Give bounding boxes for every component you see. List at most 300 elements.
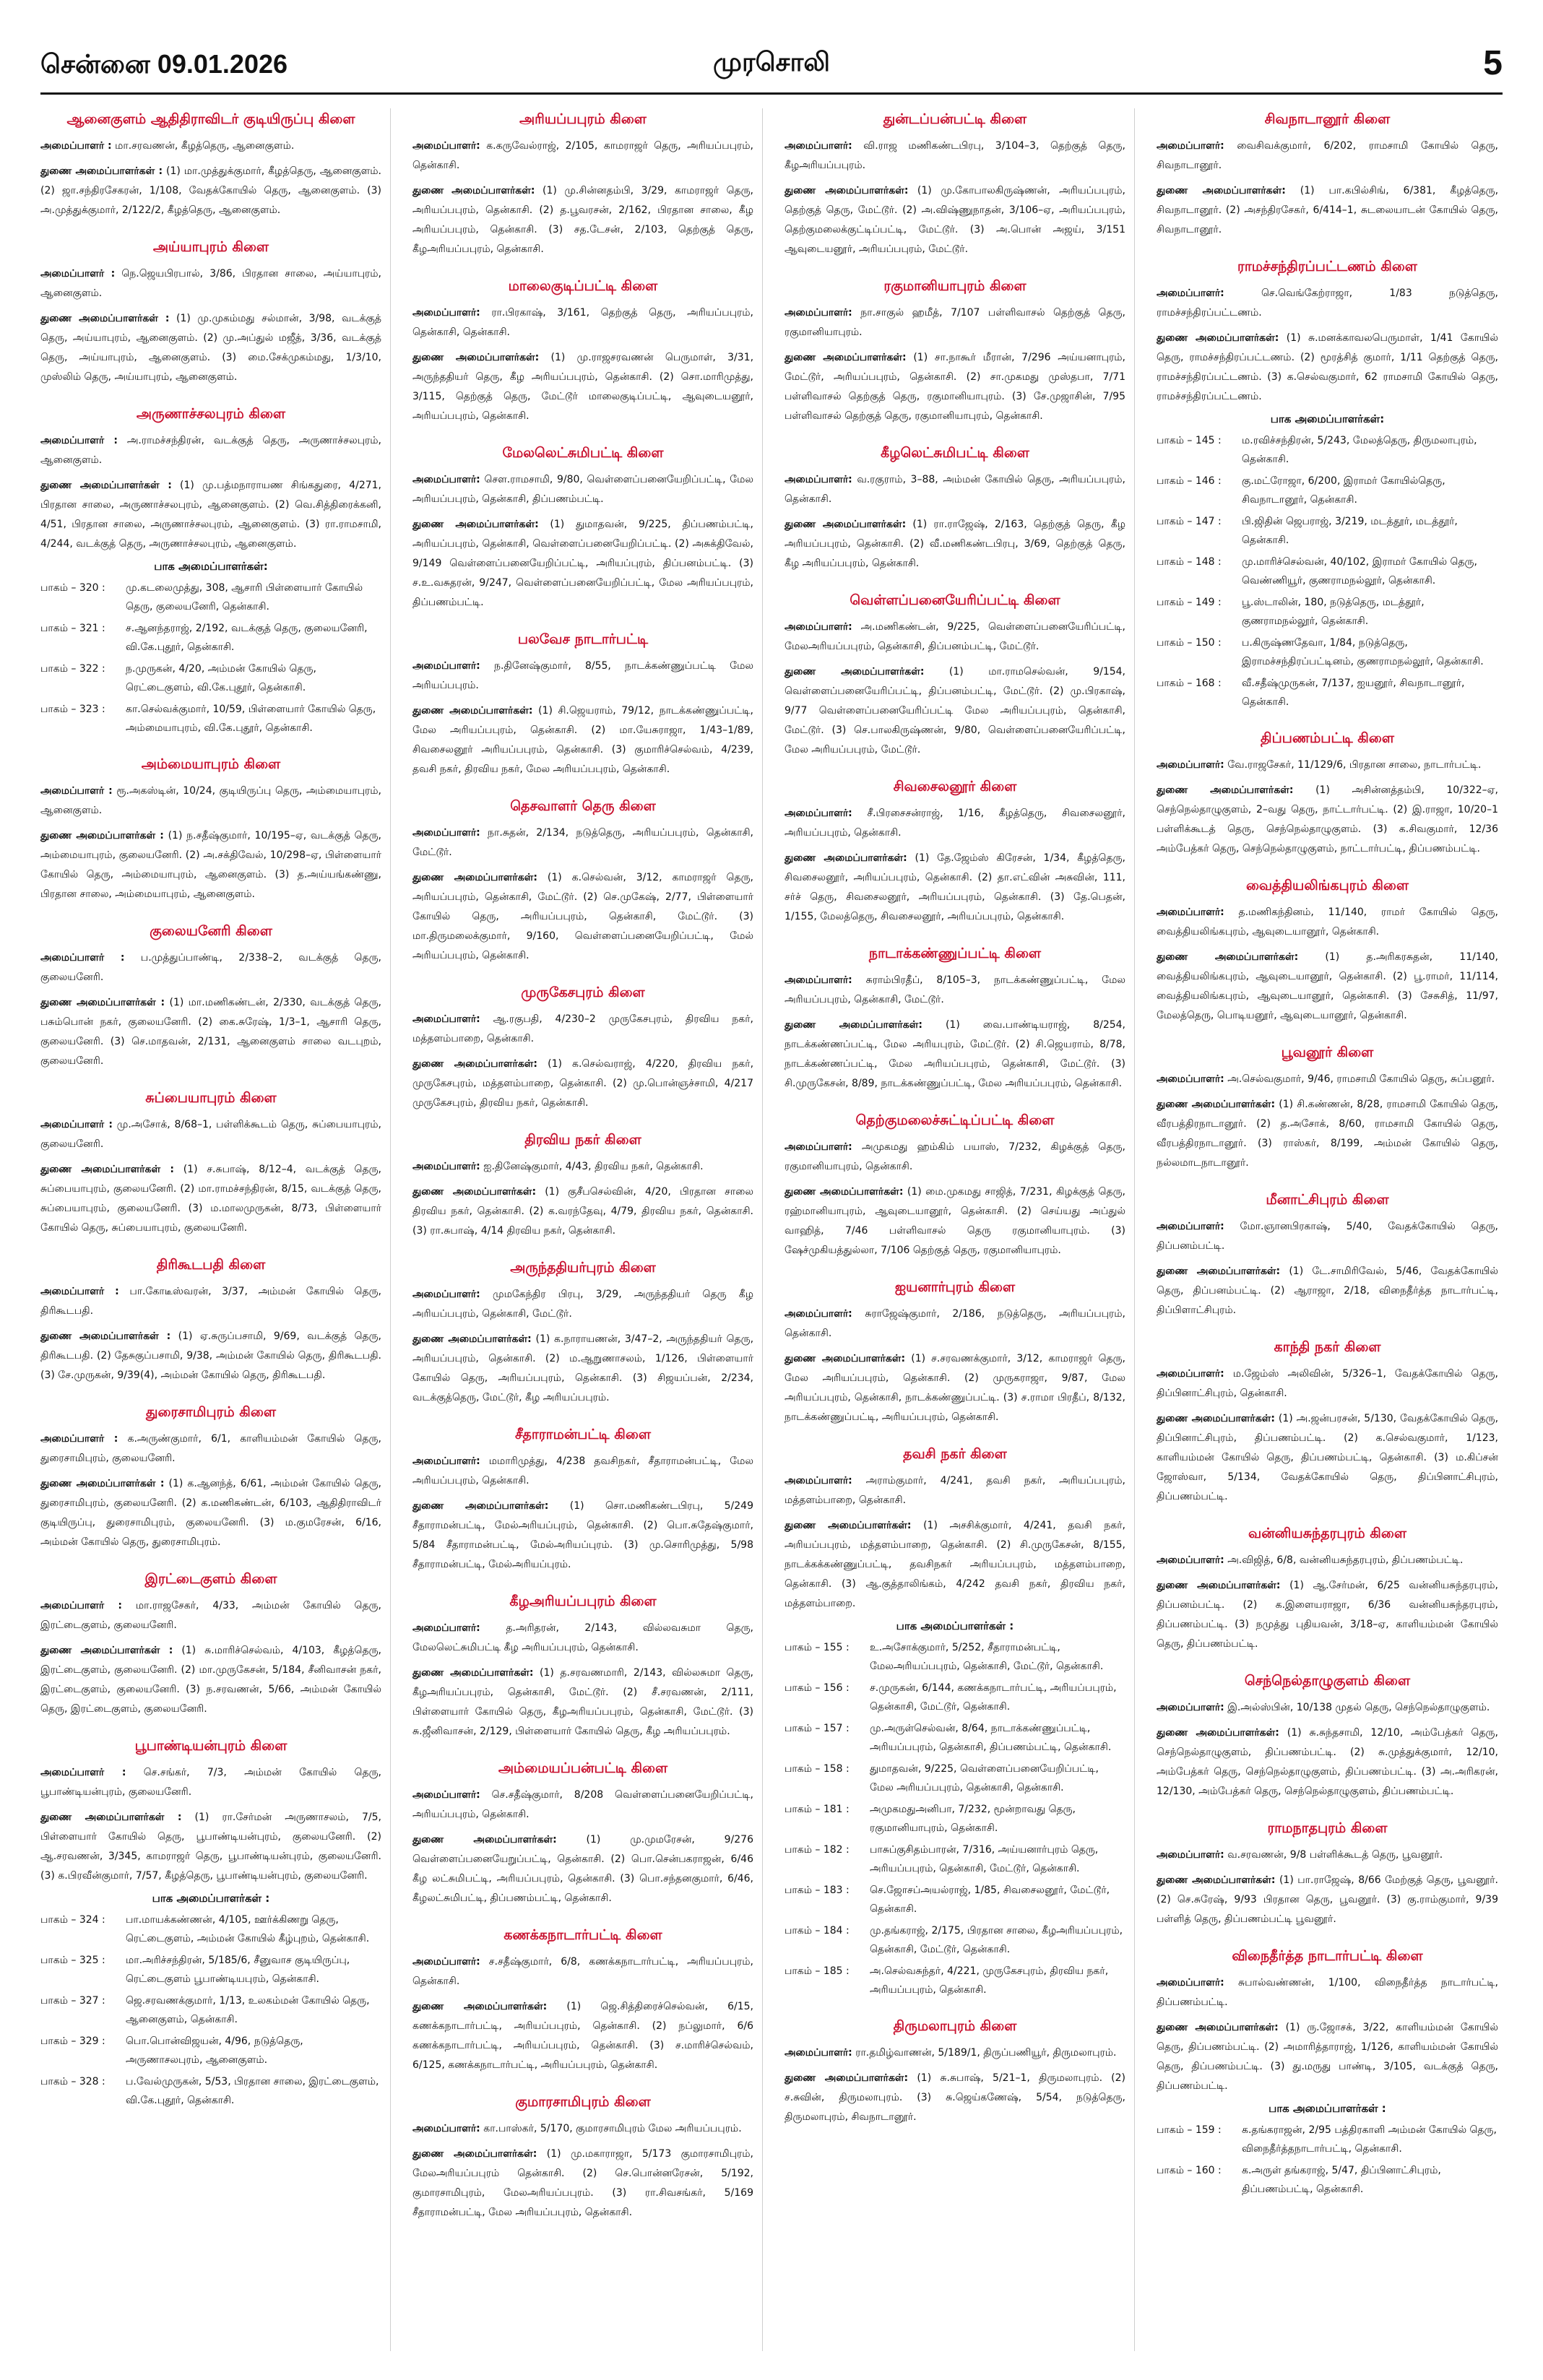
branch-block [40,1257,381,1385]
paga-number: பாகம் – 145 : [1157,435,1222,446]
paga-text: ச.ஆனந்தராஜ், 2/192, வடக்குத் தெரு, குலையனேரி, வி.கே.புதூர், தென்காசி. [126,623,368,653]
assistants-text: (1) சொ.மணிகண்டபிரபு, 5/249 சீதாராமன்பட்டி, மேல்அரியப்புரம், தென்காசி. (2) பொ.சுதேஷ்குமார், 5/84 சீதாராமன்பட்டி, மேல்அரியப்புரம். (3) மு.சொரிமுத்து, 5/98 சீதாராமன்பட்டி, மேல்அரியப்புரம். [412,1500,753,1570]
organizer-label: அமைப்பாளர்: [412,1622,480,1634]
assistants-text: (1) பா.ராஜேஷ், 8/66 மேற்குத் தெரு, பூவனூர். (2) செ.சுரேஷ், 9/93 பிரதான தெரு, பூவனூர். (3) கு.ராம்குமார், 9/39 பள்ளித் தெரு, திப்பணம்பட்டி பூவனூர். [1157,1874,1499,1925]
branch-heading: நாடாக்கண்ணுப்பட்டி கிளை [868,945,1042,961]
organizer-line [1157,903,1498,942]
assistants-label: துணை அமைப்பாளர்கள்: [412,352,540,363]
paga-number: பாகம் – 160 : [1157,2165,1222,2176]
paga-row [1157,553,1498,590]
organizer-text: ரா.தமிழ்வாணன், 5/189/1, திருப்பணியூர், திருமலாபுரம். [855,2047,1117,2059]
organizer-label: அமைப்பாளர்: [785,621,852,633]
organizer-text: நா.சாகுல் ஹமீத், 7/107 பள்ளிவாசல் தெற்குத் தெரு, ரகுமானியாபுரம். [785,307,1125,338]
assistants-text: (1) மு.கோபாலகிருஷ்ணன், அரியப்பபுரம், தெற்குத் தெரு, மேட்டூர். (2) அ.விஷ்ணுநாதன், 3/106–ஏ, அரியப்பபுரம், தெற்குமலைக்குட்டிப்பட்டி, மேட்டூர். (3) அ.பொன் அஜய், 3/151 ஆவுடையனூர், அரியப்பபுரம், மேட்டூர். [785,185,1125,255]
branch-block [785,2018,1125,2127]
organizer-text: மா.சரவணன், கீழத்தெரு, ஆனைகுளம். [115,140,295,152]
organizer-text: முமகேந்திர பிரபு, 3/29, அருந்ததியர் தெரு கீழ அரியப்பபுரம், தென்காசி, மேட்டூர். [412,1289,753,1320]
organizer-label: அமைப்பாளர் : [40,785,113,797]
assistants-line [40,162,381,220]
branch-block [785,1112,1125,1260]
branch-block [40,756,381,904]
branch-heading: சிவநாடானூர் கிளை [1264,111,1391,127]
assistants-line [40,476,381,554]
organizer-label: அமைப்பாளர்: [785,1475,852,1487]
assistants-line [412,701,753,779]
organizer-label: அமைப்பாளர்: [1157,1073,1224,1085]
branch-heading: சிவசைலனூர் கிளை [893,779,1017,795]
paga-text: கா.செல்வக்குமார், 10/59, பிள்ளையார் கோயில் தெரு, அம்மையாபுரம், வி.கே.புதூர், தென்காசி. [126,704,376,734]
assistants-text: (1) ந.சதீஷ்குமார், 10/195–ஏ, வடக்குத் தெரு, அம்மையாபுரம், குலையனேரி. (2) அ.சக்திவேல், 10/298–ஏ, பிள்ளையார் கோயில் தெரு, அம்மையாபுரம், ஆனைகுளம். (3) த.அய்யங்கண்ணு, பிரதான சாலை, அம்மையாபுரம், ஆனைகுளம். [40,830,382,900]
assistants-text: (1) மு.முமரேசன், 9/276 வெள்ளைப்பனையேறுப்பட்டி, தென்காசி. (2) பொ.சென்பகராஜன், 6/46 கீழ லட்சுமிபட்டி, அரியப்பபுரம், தென்காசி. (3) பொ.சந்தனகுமார், 6/46, கீழலட்சுமிபட்டி, திப்பணம்பட்டி, தென்காசி. [412,1834,753,1904]
paga-text: க.அருள் தங்கராஜ், 5/47, திப்பினாட்சிபுரம், திப்பணம்பட்டி, தென்காசி. [1242,2165,1441,2195]
branch-block [412,1593,753,1741]
branch-heading: ரகுமானியாபுரம் கிளை [883,278,1026,294]
organizer-label: அமைப்பாளர் : [40,1119,113,1130]
organizer-text: அ.விஜித், 6/8, வன்னியசுந்தரபுரம், திப்பணம்பட்டி. [1227,1554,1464,1566]
organizer-line [412,1285,753,1324]
organizer-line [412,303,753,342]
assistants-line [1157,1871,1498,1929]
branch-block [412,1427,753,1575]
branch-block [412,631,753,779]
assistants-label: துணை அமைப்பாளர்கள்: [785,352,907,363]
organizer-line [1157,1551,1498,1570]
branch-heading: திரவிய நகர் கிளை [524,1132,641,1148]
paga-number: பாகம் – 156 : [785,1682,850,1694]
paga-text: துமாதவன், 9/225, வெள்ளைப்பனையேறிப்பட்டி, மேல அரியப்பபுரம், தென்காசி, தென்காசி. [870,1763,1099,1793]
paga-number: பாகம் – 150 : [1157,637,1222,649]
branch-heading: ராமச்சந்திரப்பட்டணம் கிளை [1237,259,1417,274]
assistants-text: (1) குசீபசெல்வின், 4/20, பிரதான சாலை திரவிய நகர், தென்காசி. (2) க.வரந்தேவு, 4/79, திரவிய நகர், தென்காசி. (3) ரா.சுபாஷ், 4/14 திரவிய நகர், தென்காசி. [412,1186,754,1237]
organizer-label: அமைப்பாளர்: [785,2047,852,2059]
organizer-label: அமைப்பாளர் : [40,1767,126,1778]
paga-number: பாகம் – 168 : [1157,678,1222,689]
paga-text: கு.மட்ரோஜா, 6/200, இராமர் கோயில்தெரு, சிவநாடானூர், தென்காசி. [1242,475,1445,506]
column-2 [412,108,763,2351]
paga-row [40,1951,381,1989]
assistants-line [412,2145,753,2223]
paga-number: பாகம் – 321 : [40,623,105,634]
assistants-label: துணை அமைப்பாளர்கள்: [412,1500,549,1512]
organizer-line [40,1596,381,1635]
column-4 [1157,108,1503,2351]
branch-heading: குமாரசாமிபுரம் கிளை [515,2094,651,2110]
assistants-text: (1) மு.முகம்மது சல்மான், 3/98, வடக்குத் தெரு, அய்யாபுரம், ஆனைகுளம். (2) மு.அப்துல் மஜீத், 3/36, வடக்குத் தெரு, அய்யாபுரம், ஆனைகுளம். (3) மை.சேக்முகம்மது, 1/3/10, முஸ்லிம் தெரு, அய்யாபுரம், ஆனைகுளம். [40,313,382,383]
masthead [40,43,1503,87]
paga-number: பாகம் – 323 : [40,704,105,715]
assistants-line [1157,781,1498,859]
assistants-line [40,1474,381,1552]
assistants-text: (1) மா.ராமசெல்வன், 9/154, வெள்ளைப்பனையேரிப்பட்டி, திப்பனம்பட்டி, மேட்டூர். (2) மு.பிரகாஷ், 9/77 வெள்ளைப்பனையேரிப்பட்டி மேல அரியப்பபுரம், தென்காசி, மேட்டூர். (3) செ.பாலகிருஷ்ணன், 9/80, வெள்ளைப்பனையேரிப்பட்டி, மேல அரியப்பபுரம், மேட்டூர். [785,666,1126,756]
organizer-label: அமைப்பாளர்: [412,1289,480,1300]
organizer-line [40,1429,381,1468]
assistants-line [40,1160,381,1238]
organizer-text: செ.சங்கர், 7/3, அம்மன் கோயில் தெரு, பூபாண்டியன்புரம், குலையனேரி. [40,1767,381,1798]
paga-number: பாகம் – 325 : [40,1955,105,1966]
assistants-text: (1) த.அரிகரசுதன், 11/140, வைத்தியலிங்கபுரம், ஆவுடையானூர், தென்காசி. (2) பூ.ராமர், 11/114, வைத்தியலிங்கபுரம், ஆவுடையானூர், தென்காசி. (3) சேசுசித், 11/97, மேலத்தெரு, பொடியனூர், ஆவுடையானூர், தென்காசி. [1157,951,1498,1021]
assistants-line [412,1182,753,1241]
assistants-line [785,849,1125,927]
paga-text: ம.ரவிச்சந்திரன், 5/243, மேலத்தெரு, திருமலாபுரம், தென்காசி. [1242,435,1477,465]
branch-block [412,111,753,259]
organizer-text: மா.ராஜசேகர், 4/33, அம்மன் கோயில் தெரு, இரட்டைகுளம், குலையனேரி. [40,1600,381,1631]
branch-block [785,111,1125,259]
paga-list-title: பாக அமைப்பாளர்கள் : [1268,2102,1386,2115]
paper-name: முரசொலி [713,48,830,77]
assistants-text: (1) சி.கண்ணன், 8/28, ராமசாமி கோயில் தெரு, வீரபத்திரநாடானூர். (2) த.அசோக், 8/60, ராமசாமி கோயில் தெரு, வீரபத்திரநாடானூர். (3) ராஸ்கர், 8/199, அம்மன் கோயில் தெரு, நல்லமாடநாடானூர். [1157,1099,1498,1169]
organizer-label: அமைப்பாளர்: [412,307,480,319]
assistants-line [1157,1576,1498,1654]
assistants-text: (1) மு.சின்னதம்பி, 3/29, காமராஜர் தெரு, அரியப்பபுரம், தென்காசி. (2) த.பூவரசன், 2/162, பிரதான சாலை, கீழ அரியப்பபுரம், தென்காசி. (3) சத.டேசன், 2/103, தெற்குத் தெரு, கீழஅரியப்பபுரம், தென்காசி. [412,185,754,255]
assistants-line [785,181,1125,259]
assistants-text: (1) த.சரவணமாரி, 2/143, வில்லசுமா தெரு, கீழஅரியப்பபுரம், தென்காசி, மேட்டூர். (2) சீ.சரவணன், 2/111, பிள்ளையார் கோயில் தெரு, கீழஅரியப்பபுரம், தென்காசி, மேட்டூர். (3) சு.ஜீனிவாசன், 2/129, பிள்ளையார் கோயில் தெரு, கீழ அரியப்பபுரம். [412,1667,753,1737]
assistants-text: (1) ரா.ராஜேஷ், 2/163, தெற்குத் தெரு, கீழ அரியப்பபுரம், தென்காசி. (2) வீ.மணிகண்டபிரபு, 3/69, தெற்குத் தெரு, கீழ அரியப்பபுரம், தென்காசி. [785,519,1125,569]
paga-text: ப.வேல்முருகன், 5/53, பிரதான சாலை, இரட்டைகுளம், வி.கே.புதூர், தென்காசி. [126,2076,379,2106]
paga-text: செ.ஜோசப்அயல்ராஜ், 1/85, சிவசைலனூர், மேட்டூர், தென்காசி. [870,1884,1110,1915]
assistants-label: துணை அமைப்பாளர்கள்: [1157,1727,1279,1739]
organizer-label: அமைப்பாளர் : [40,1433,118,1445]
assistants-line [412,1330,753,1408]
branch-block [1157,1044,1498,1173]
organizer-label: அமைப்பாளர்: [785,808,852,819]
assistants-line [1157,181,1498,240]
organizer-text: வே.ராஜசேகர், 11/129/6, பிரதான சாலை, நாடார்பட்டி. [1227,759,1482,771]
branch-heading: திப்பணம்பட்டி கிளை [1261,730,1394,746]
branch-block [1157,730,1498,859]
paga-row [40,1991,381,2029]
paga-row [1157,633,1498,671]
assistants-text: (1) டே.சாமிரிவேல், 5/46, வேதக்கோயில் தெரு, திப்பனம்பட்டி. (2) ஆராஜா, 2/18, விநைதீர்த்த நாடார்பட்டி, திப்பிளாட்சிபுரம். [1157,1265,1499,1316]
paga-text: அ.செல்வசுந்தர், 4/221, முருகேசபுரம், திரவிய நகர், அரியப்பபுரம், தென்காசி. [870,1965,1109,1996]
paga-row [40,1911,381,1948]
organizer-text: பா.கோடீஸ்வரன், 3/37, அம்மன் கோயில் தெரு, திரிகூடபதி. [40,1286,381,1317]
paga-number: பாகம் – 184 : [785,1925,850,1937]
paga-text: பொ.பொன்விஜயன், 4/96, நடுத்தெரு, அருணாசலபுரம், ஆனைகுளம். [126,2035,303,2066]
organizer-line [785,470,1125,509]
assistants-label: துணை அமைப்பாளர்கள்: [785,1520,912,1531]
assistants-text: (1) தே.ஜேம்ஸ் கிரேசன், 1/34, கீழத்தெரு, சிவசைலனூர், அரியப்பபுரம், தென்காசி. (2) தா.எட்வின் அசுவின், 111, சர்ச் தெரு, சிவசைலனூர், அரியப்பபுரம், தென்காசி. (3) தே.பெதன், 1/155, மேலத்தெரு, சிவசைலனூர், அரியப்பபுரம், தென்காசி. [785,852,1125,922]
branch-block [1157,1526,1498,1654]
assistants-label: துணை அமைப்பாளர்கள்: [785,185,909,196]
assistants-text: (1) ரு.ஜோசக், 3/22, காளியம்மன் கோயில் தெரு, திப்பணம்பட்டி. (2) அமாரித்தாராஜ், 1/126, காளியம்மன் கோயில் தெரு, திப்பணம்பட்டி. (3) து.மருது பாண்டி, 3/105, வடக்குத் தெரு, திப்பணம்பட்டி. [1157,2022,1499,2092]
organizer-line [40,1282,381,1321]
assistants-label: துணை அமைப்பாளர்கள்: [1157,1265,1281,1277]
branch-block [412,1760,753,1908]
branch-block [785,592,1125,760]
assistants-label: துணை அமைப்பாளர்கள் : [40,165,163,177]
organizer-text: அ.செல்வகுமார், 9/46, ராமசாமி கோயில் தெரு, சுப்பனூர். [1227,1073,1495,1085]
assistants-label: துணை அமைப்பாளர்கள்: [785,666,925,678]
organizer-text: ரா.பிரகாஷ், 3/161, தெற்குத் தெரு, அரியப்பபுரம், தென்காசி, தென்காசி. [412,307,753,338]
assistants-label: துணை அமைப்பாளர்கள்: [412,1058,538,1070]
organizer-label: அமைப்பாளர்: [1157,1368,1224,1380]
branch-heading: திருமலாபுரம் கிளை [893,2018,1017,2034]
paga-number: பாகம் – 146 : [1157,475,1222,487]
assistants-line [40,1808,381,1886]
assistants-text: (1) ஏ.சுருப்பசாமி, 9/69, வடக்குத் தெரு, திரிகூடபதி. (2) தேசுகுப்பசாமி, 9/38, அம்மன் கோயில் தெரு, திரிகூடபதி. (3) சே.முருகன், 9/39(4), அம்மன் கோயில் தெரு, திரிகூடபதி. [40,1330,382,1381]
paga-text: வீ.சதீஷ்முருகன், 7/137, ஐயனூர், சிவநாடானூர், தென்காசி. [1242,678,1465,708]
assistants-text: (1) சு.சுந்தசாமி, 12/10, அம்பேத்கர் தெரு, செந்நெல்தாழுகுளம், திப்பணம்பட்டி. (2) சு.முத்துக்குமார், 12/10, அம்பேத்கர் தெரு, செந்நெல்தாழுகுளம், திப்பணம்பட்டி. (3) அ.அரிகரன், 12/130, அம்பேத்கர் தெரு, செந்நெல்தாழுகுளம், திப்பணம்பட்டி. [1157,1727,1498,1797]
organizer-label: அமைப்பாளர்: [785,974,852,986]
organizer-line [412,1452,753,1491]
organizer-text: வ.சரவணன், 9/8 பள்ளிக்கூடத் தெரு, பூவனூர். [1227,1849,1443,1861]
assistants-label: துணை அமைப்பாளர்கள்: [785,1019,922,1031]
assistants-line [1157,1723,1498,1801]
organizer-line [412,1786,753,1825]
assistants-label: துணை அமைப்பாளர்கள்: [785,1186,904,1198]
organizer-text: ம.ஜேம்ஸ் அலிவின், 5/326–1, வேதக்கோயில் தெரு, திப்பினாட்சிபுரம், தென்காசி. [1157,1368,1498,1399]
organizer-line [412,137,753,176]
organizer-line [785,1138,1125,1177]
paga-row [1157,2121,1498,2158]
assistants-line [785,1349,1125,1427]
branch-heading: மாலைகுடிப்பட்டி கிளை [508,278,658,294]
paga-row [1157,593,1498,631]
assistants-line [1157,329,1498,407]
assistants-line [1157,948,1498,1026]
organizer-label: அமைப்பாளர்: [785,1141,852,1153]
branch-block [412,985,753,1113]
assistants-line [40,1327,381,1385]
assistants-text: (1) அ.ஜன்பரசன், 5/130, வேதக்கோயில் தெரு, திப்பினாட்சிபுரம், திப்பணம்பட்டி. (2) க.செல்வகுமார், 1/123, காளியம்மன் கோயில் தெரு, திப்பணம்பட்டி, தென்காசி. (3) ம.கிப்சன் ஜோஸ்வா, 5/134, வேதக்கோயில் தெரு, திப்பினாட்சிபுரம், திப்பணம்பட்டி. [1157,1413,1499,1502]
organizer-line [1157,1845,1498,1865]
branch-block [1157,1339,1498,1507]
branch-block [412,1927,753,2075]
assistants-line [412,181,753,259]
branch-heading: முருகேசபுரம் கிளை [521,985,645,1000]
organizer-text: ப.முத்துப்பாண்டி, 2/338–2, வடக்குத் தெரு, குலையனேரி. [40,952,381,983]
branch-heading: கீழஅரியப்பபுரம் கிளை [509,1593,657,1609]
organizer-line [412,1619,753,1658]
organizer-line [1157,1070,1498,1089]
assistants-text: (1) சு.மாரிச்செல்வம், 4/103, கீழத்தெரு, இரட்டைகுளம், குலையனேரி. (2) மா.முருகேசன், 5/184, சீனிவாசன் நகர், இரட்டைகுளம், குலையனேரி. (3) ந.சரவணன், 5/66, அம்மன் கோயில் தெரு, இரட்டைகுளம், குலையனேரி. [40,1645,381,1715]
paga-row [40,619,381,657]
branch-heading: வெள்ளப்பனையேரிப்பட்டி கிளை [850,592,1060,608]
assistants-line [412,1055,753,1113]
assistants-text: (1) ஜெ.சித்திரைச்செல்வன், 6/15, கணக்கநாடார்பட்டி, அரியப்பபுரம், தென்காசி. (2) நப்லுமார், 6/6 கணக்கநாடார்பட்டி, அரியப்பபுரம், தென்காசி. (3) ச.மாரிச்செல்வம், 6/125, கணக்கநாடார்பட்டி, அரியப்பபுரம், தென்காசி. [412,2001,754,2071]
assistants-label: துணை அமைப்பாளர்கள் : [40,1164,174,1175]
organizer-label: அமைப்பாளர்: [1157,906,1224,918]
organizer-label: அமைப்பாளர்: [412,1789,480,1801]
assistants-text: (1) ரா.சேர்மன் அருணாசலம், 7/5, பிள்ளையார் கோயில் தெரு, பூபாண்டியன்புரம், குலையனேரி. (2) ஆ.சரவணன், 3/345, காமராஜர் தெரு, பூபாண்டியன்புரம், குலையனேரி. (3) க.பிரவீன்குமார், 7/57, கீழத்தெரு, பூபாண்டியன்புரம், குலையனேரி. [40,1812,381,1882]
branch-block [40,1090,381,1238]
column-1 [40,108,391,2351]
paga-number: பாகம் – 185 : [785,1965,850,1977]
assistants-line [40,1641,381,1719]
assistants-text: (1) அசசிக்குமார், 4/241, தவசி நகர், அரியப்பபுரம், மத்தளம்பாறை, தென்காசி. (2) சி.முருகேசன், 8/155, நாடக்கக்கண்ணுப்பட்டி, தவசிநகர் அரியப்பபுரம், மத்தளம்பாறை, தென்காசி. (3) ஆ.குத்தாலிங்கம், 4/242 தவசி நகர், திரவிய நகர், மத்தளம்பாறை. [785,1520,1125,1609]
organizer-label: அமைப்பாளர்: [785,1308,852,1320]
paga-number: பாகம் – 149 : [1157,597,1222,608]
assistants-label: துணை அமைப்பாளர்கள்: [1157,185,1286,196]
paga-row [785,1638,1125,1676]
assistants-label: துணை அமைப்பாளர்கள்: [412,1834,557,1845]
column-3 [785,108,1135,2351]
assistants-text: (1) க.செல்வன், 3/12, காமராஜர் தெரு, அரியப்பபுரம், தென்காசி, மேட்டூர். (2) செ.முகேஷ், 2/77, பிள்ளையார் கோயில் தெரு, அரியப்பபுரம், தென்காசி, மேட்டூர். (3) மா.திருமலைக்குமார், 9/160, வெள்ளைப்பனையேறிப்பட்டி, மேல் அரியப்பபுரம், தென்காசி. [412,872,754,961]
assistants-text: (1) மா.முத்துக்குமார், கீழத்தெரு, ஆனைகுளம். (2) ஜா.சந்திரசேகரன், 1/108, வேதக்கோயில் தெரு, ஆனைகுளம். (3) அ.முத்துக்குமார், 2/122/2, கீழத்தெரு, ஆனைகுளம். [40,165,381,216]
organizer-line [785,137,1125,176]
organizer-label: அமைப்பாளர் : [40,140,112,152]
masthead-rule [40,92,1503,95]
organizer-label: அமைப்பாளர் : [40,952,125,964]
branch-block [1157,1948,1498,2199]
paga-list-title: பாக அமைப்பாளர்கள் : [152,1892,270,1905]
organizer-text: மு.அசோக், 8/68–1, பள்ளிக்கூடம் தெரு, சுப்பையாபுரம், குலையனேரி. [40,1119,381,1150]
assistants-label: துணை அமைப்பாளர்கள்: [1157,784,1294,796]
article-columns [40,108,1503,2351]
branch-block [1157,1673,1498,1801]
branch-heading: குலையனேரி கிளை [150,923,272,939]
assistants-text: (1) மு.மகாராஜா, 5/173 குமாரசாமிபுரம், மேலஅரியப்பபுரம் தென்காசி. (2) செ.பொன்னரேசன், 5/192, குமாரசாமிபுரம், மேலஅரியப்பபுரம். (3) ரா.சிவசங்கர், 5/169 சீதாராமன்பட்டி, மேல அரியப்பபுரம், தென்காசி. [412,2148,753,2218]
organizer-line [1157,284,1498,323]
organizer-label: அமைப்பாளர்: [412,827,480,839]
branch-block [412,798,753,966]
assistants-label: துணை அமைப்பாளர்கள்: [412,1186,537,1198]
assistants-text: (1) சு.சுபாஷ், 5/21–1, திருமலாபுரம். (2) ச.சுவின், திருமலாபுரம். (3) சு.ஜெய்கணேஷ், 5/54, நடுத்தெரு, திருமலாபுரம், சிவநாடானூர். [785,2072,1126,2123]
organizer-label: அமைப்பாளர்: [785,307,852,319]
paga-row [1157,431,1498,469]
assistants-text: (1) ஆ.சேர்மன், 6/25 வன்னியசுந்தரபுரம், திப்பனம்பட்டி. (2) க.இளையராஜா, 6/36 வன்னியசுந்தரபுரம், திப்பணம்பட்டி. (3) நமுத்து புதியவன், 3/18–ஏ, காளியம்மன் கோயில் தெரு, திப்பணம்பட்டி. [1157,1580,1498,1650]
assistants-label: துணை அமைப்பாளர்கள்: [1157,1099,1276,1110]
assistants-label: துணை அமைப்பாளர்கள்: [412,872,537,883]
assistants-label: துணை அமைப்பாளர்கள்: [785,852,907,864]
assistants-text: (1) சு.மனக்காவலபெருமாள், 1/41 கோயில் தெரு, ராமச்சந்திரப்பட்டணம். (2) மூரத்சித் குமார், 1/11 தெற்குத் தெரு, ராமச்சந்திரப்பட்டணம். (3) க.செல்வகுமார், 62 ராமசாமி கோயில் தெரு, ராமச்சந்திரப்பட்டணம். [1157,332,1498,402]
branch-block [1157,1820,1498,1929]
organizer-line [1157,137,1498,176]
branch-heading: ஐயனார்புரம் கிளை [894,1279,1016,1295]
organizer-line [1157,1364,1498,1403]
branch-block [412,1260,753,1408]
assistants-label: துணை அமைப்பாளர்கள் : [40,1330,171,1342]
organizer-text: சுராம்பிரதீப், 8/105–3, நாடக்கண்ணுப்பட்டி, மேல அரியப்பபுரம், தென்காசி, மேட்டூர். [785,974,1125,1005]
assistants-label: துணை அமைப்பாளர்கள்: [412,1333,532,1345]
organizer-label: அமைப்பாளர்: [412,1161,480,1172]
assistants-text: (1) க.நாராயணன், 3/47–2, அருந்ததியர் தெரு, அரியப்பபுரம், தென்காசி. (2) ம.ஆறுணாசலம், 1/126, பிள்ளையார் கோயில் தெரு, அரியப்பபுரம், தென்காசி. (3) சிஜயப்பன், 2/234, வடக்குத்தெரு, மேட்டூர், கீழ அரியப்பபுரம். [412,1333,754,1403]
organizer-text: நெ.ஜெயபிரபால், 3/86, பிரதான சாலை, அய்யாபுரம், ஆனைகுளம். [40,268,381,299]
organizer-line [785,804,1125,843]
paga-text: மு.மாரிச்செல்வன், 40/102, இராமர் கோயில் தெரு, வெண்ணியூர், குணராமநல்லூர், தென்காசி. [1242,556,1477,587]
paga-number: பாகம் – 328 : [40,2076,105,2087]
organizer-text: க.அருண்குமார், 6/1, காளியம்மன் கோயில் தெரு, துரைசாமிபுரம், குலையனேரி. [40,1433,381,1464]
organizer-label: அமைப்பாளர்: [1157,1702,1224,1713]
paga-text: மு.கடலைமுத்து, 308, ஆசாரி பிள்ளையார் கோயில் தெரு, குலையனேரி, தென்காசி. [126,582,363,613]
organizer-text: ஐ.தினேஷ்குமார், 4/43, திரவிய நகர், தென்காசி. [483,1161,704,1172]
paga-row [1157,472,1498,509]
paga-row [785,1719,1125,1757]
organizer-label: அமைப்பாளர் : [40,1600,123,1611]
assistants-label: துணை அமைப்பாளர்கள்: [1157,1874,1276,1886]
paga-text: ஜெ.சரவணக்குமார், 1/13, உலகம்மன் கோயில் தெரு, ஆனைகுளம், தென்காசி. [126,1995,370,2025]
organizer-label: அமைப்பாளர்: [785,140,852,152]
branch-heading: ராமநாதபுரம் கிளை [1267,1820,1388,1836]
assistants-line [1157,1262,1498,1320]
organizer-label: அமைப்பாளர்: [412,2123,480,2134]
assistants-line [412,348,753,426]
assistants-label: துணை அமைப்பாளர்கள்: [1157,2022,1279,2033]
assistants-text: (1) ச.சரவணக்குமார், 3/12, காமராஜர் தெரு, மேல அரியப்பபுரம், தென்காசி. (2) முருகராஜா, 9/87, மேல அரியப்பபுரம், தென்காசி, நாடக்கண்ணுப்பட்டி. (3) ச.ராமா பிரதீப், 8/132, நாடக்கண்ணுப்பட்டி, அரியப்பபுரம், தென்காசி. [785,1353,1126,1423]
branch-heading: தெசவாளர் தெரு கிளை [510,798,656,814]
assistants-text: (1) க.செல்வராஜ், 4/220, திரவிய நகர், முருகேசபுரம், மத்தளம்பாறை, தென்காசி. (2) மு.பொன்ஞச்சாமி, 4/217 முருகேசபுரம், திரவிய நகர், தென்காசி. [412,1058,754,1109]
branch-heading: தவசி நகர் கிளை [903,1446,1007,1462]
paga-number: பாகம் – 181 : [785,1804,850,1815]
paga-text: உ.அசோக்குமார், 5/252, சீதாராமன்பட்டி, மேலஅரியப்பபுரம், தென்காசி, மேட்டூர், தென்காசி. [870,1642,1104,1672]
assistants-label: துணை அமைப்பாளர்கள் : [40,830,164,841]
organizer-line [412,470,753,509]
assistants-line [412,1497,753,1575]
organizer-line [412,1157,753,1177]
organizer-label: அமைப்பாளர் : [40,1286,119,1297]
branch-heading: அம்மையப்பன்பட்டி கிளை [498,1760,668,1776]
organizer-line [1157,1217,1498,1256]
assistants-text: (1) மா.மணிகண்டன், 2/330, வடக்குத் தெரு, பசும்பொன் நகர், குலையனேரி. (2) கை.சுரேஷ், 1/3–1, ஆசாரி தெரு, குலையனேரி. (3) செ.மாதவன், 2/131, ஆனைகுளம் சாலை வடபுறம், குலையனேரி. [40,997,381,1067]
branch-block [40,1404,381,1552]
page-number: 5 [1483,44,1503,82]
organizer-text: மோ.ஞானபிரகாஷ், 5/40, வேதக்கோயில் தெரு, திப்பனம்பட்டி. [1157,1221,1498,1252]
organizer-text: இ.அல்ஸ்பின், 10/138 முதல் தெரு, செந்நெல்தாழுகுளம். [1227,1702,1490,1713]
organizer-text: க.கருவேல்ராஜ், 2/105, காமராஜர் தெரு, அரியப்பபுரம், தென்காசி. [412,140,753,171]
organizer-label: அமைப்பாளர்: [1157,1977,1224,1989]
branch-block [40,111,381,220]
organizer-text: அமுகமது ஹம்கிம் பயாஸ், 7/232, கிழக்குத் தெரு, ரகுமானியாபுரம், தென்காசி. [785,1141,1126,1172]
organizer-text: சுராஜேஷ்குமார், 2/186, நடுத்தெரு, அரியப்பபுரம், தென்காசி. [785,1308,1125,1339]
organizer-label: அமைப்பாளர்: [1157,140,1224,152]
organizer-text: த.அரிதரன், 2/143, வில்லவசுமா தெரு, மேலலெட்சுமிபட்டி கீழ அரியப்பபுரம், தென்காசி. [412,1622,753,1653]
branch-heading: மீனாட்சிபுரம் கிளை [1266,1192,1389,1208]
paga-number: பாகம் – 182 : [785,1844,850,1856]
paga-text: அமுகமதுஅனிபா, 7/232, மூன்றாவது தெரு, ரகுமானியாபுரம், தென்காசி. [870,1804,1076,1834]
assistants-line [785,1516,1125,1614]
organizer-text: அ.ராமச்சந்திரன், வடக்குத் தெரு, அருணாச்சலபுரம், ஆனைகுளம். [40,435,381,466]
assistants-label: துணை அமைப்பாளர்கள்: [412,2148,537,2160]
organizer-line [412,1010,753,1049]
branch-block [40,923,381,1071]
paga-row [40,2032,381,2069]
organizer-line [785,2043,1125,2063]
branch-heading: சுப்பையாபுரம் கிளை [145,1090,277,1106]
branch-heading: ஆனைகுளம் ஆதிதிராவிடர் குடியிருப்பு கிளை [66,111,355,127]
branch-heading: தெற்குமலைச்சுட்டிப்பட்டி கிளை [855,1112,1055,1128]
branch-heading: செந்நெல்தாழுகுளம் கிளை [1244,1673,1411,1689]
assistants-line [40,993,381,1071]
paga-row [40,579,381,616]
assistants-line [1157,1095,1498,1173]
branch-block [40,1571,381,1719]
branch-heading: துரைசாமிபுரம் கிளை [146,1404,276,1420]
organizer-label: அமைப்பாளர் : [40,268,116,280]
paga-row [785,1760,1125,1797]
organizer-line [1157,1973,1498,2012]
organizer-line [40,948,381,987]
assistants-line [1157,1409,1498,1507]
branch-heading: வன்னியசுந்தரபுரம் கிளை [1248,1526,1406,1541]
assistants-label: துணை அமைப்பாளர்கள்: [1157,1580,1281,1591]
organizer-text: நா.சுதன், 2/134, நடுத்தெரு, அரியப்பபுரம், தென்காசி, மேட்டூர். [412,827,753,858]
organizer-label: அமைப்பாளர்: [1157,759,1224,771]
paga-number: பாகம் – 158 : [785,1763,850,1775]
assistants-label: துணை அமைப்பாளர்கள் : [40,1645,173,1656]
assistants-text: (1) பா.கபில்சிங், 6/381, கீழத்தெரு, சிவநாடானூர். (2) அசந்திரசேகர், 6/414–1, சுடலையாடன் கோயில் தெரு, சிவநாடானூர். [1157,185,1499,235]
organizer-label: அமைப்பாளர்: [1157,1554,1224,1566]
organizer-text: சீ.பிரசைசன்ராஜ், 1/16, கீழத்தெரு, சிவசைலனூர், அரியப்பபுரம், தென்காசி. [785,808,1125,839]
branch-block [1157,259,1498,711]
branch-block [785,1279,1125,1427]
branch-heading: பூபாண்டியன்புரம் கிளை [134,1738,288,1754]
branch-heading: கணக்கநாடார்பட்டி கிளை [503,1927,662,1943]
paga-number: பாகம் – 147 : [1157,516,1222,527]
organizer-text: ச.சதீஷ்குமார், 6/8, கணக்கநாடார்பட்டி, அரியப்பபுரம், தென்காசி. [412,1956,753,1987]
assistants-line [40,309,381,387]
organizer-label: அமைப்பாளர்: [1157,1849,1224,1861]
organizer-label: அமைப்பாளர்: [412,660,480,672]
